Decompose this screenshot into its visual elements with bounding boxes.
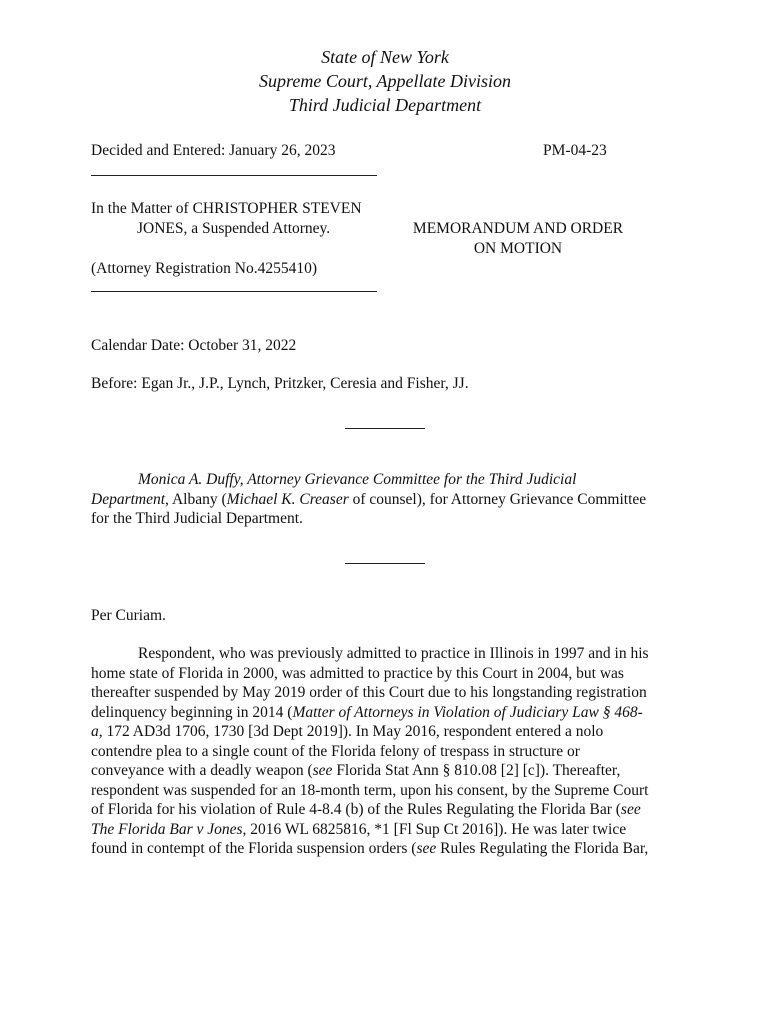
divider-caption bbox=[91, 291, 377, 292]
order-type-line-2: ON MOTION bbox=[473, 239, 563, 257]
opinion-line: thereafter suspended by May 2019 order of this Court due to his longstanding registration bbox=[91, 684, 647, 701]
calendar-date: Calendar Date: October 31, 2022 bbox=[91, 337, 297, 354]
per-curiam: Per Curiam. bbox=[91, 607, 166, 624]
decided-date: Decided and Entered: January 26, 2023 bbox=[91, 142, 336, 159]
docket-number: PM-04-23 bbox=[543, 142, 607, 159]
counsel-line-1 bbox=[91, 470, 681, 490]
court-state: State of New York bbox=[321, 47, 449, 67]
opinion-line: The Florida Bar v Jones, 2016 WL 6825816, *1 [Fl Sup Ct 2016]). He was later twice bbox=[91, 820, 627, 838]
opinion-line: of Florida for his violation of Rule 4-8.4 (b) of the Rules Regulating the Florida Bar (see bbox=[91, 801, 641, 818]
court-header bbox=[0, 45, 770, 117]
court-department: Third Judicial Department bbox=[288, 95, 482, 115]
opinion-line: home state of Florida in 2000, was admitted to practice by this Court in 2004, but was bbox=[91, 664, 624, 682]
counsel-name: Monica A. Duffy, Attorney Grievance Committee for the Third Judicial bbox=[138, 471, 577, 488]
opinion-line: found in contempt of the Florida suspension orders (see Rules Regulating the Florida Bar, bbox=[91, 840, 649, 857]
panel-justices: Before: Egan Jr., J.P., Lynch, Pritzker, Ceresia and Fisher, JJ. bbox=[91, 375, 469, 392]
order-type-line-1: MEMORANDUM AND ORDER bbox=[412, 220, 624, 237]
divider-short-1 bbox=[345, 428, 425, 429]
opinion-paragraph bbox=[91, 644, 681, 859]
court-division: Supreme Court, Appellate Division bbox=[259, 71, 511, 91]
matter-line-1: In the Matter of CHRISTOPHER STEVEN bbox=[91, 200, 362, 217]
opinion-line: a, 172 AD3d 1706, 1730 [3d Dept 2019]). In May 2016, respondent entered a nolo bbox=[91, 723, 604, 740]
opinion-line: conveyance with a deadly weapon (see Florida Stat Ann § 810.08 [2] [c]). Thereafter, bbox=[91, 762, 621, 779]
divider-short-2 bbox=[345, 563, 425, 564]
order-type bbox=[398, 219, 638, 258]
opinion-line: respondent was suspended for an 18-month term, upon his consent, by the Supreme Court bbox=[91, 781, 649, 799]
opinion-line: delinquency beginning in 2014 (Matter of Attorneys in Violation of Judiciary Law § 468- bbox=[91, 703, 643, 721]
divider-top bbox=[91, 175, 377, 176]
matter-line-2: JONES, a Suspended Attorney. bbox=[137, 220, 331, 237]
opinion-line: Respondent, who was previously admitted to practice in Illinois in 1997 and in his bbox=[138, 645, 649, 662]
attorney-registration: (Attorney Registration No.4255410) bbox=[91, 260, 318, 277]
counsel-line-2: Department, Albany (Michael K. Creaser of counsel), for Attorney Grievance Committee bbox=[91, 490, 647, 508]
opinion-line: contendre plea to a single count of the Florida felony of trespass in structure or bbox=[91, 742, 580, 760]
counsel-paragraph bbox=[91, 470, 681, 529]
counsel-line-3: for the Third Judicial Department. bbox=[91, 510, 303, 527]
